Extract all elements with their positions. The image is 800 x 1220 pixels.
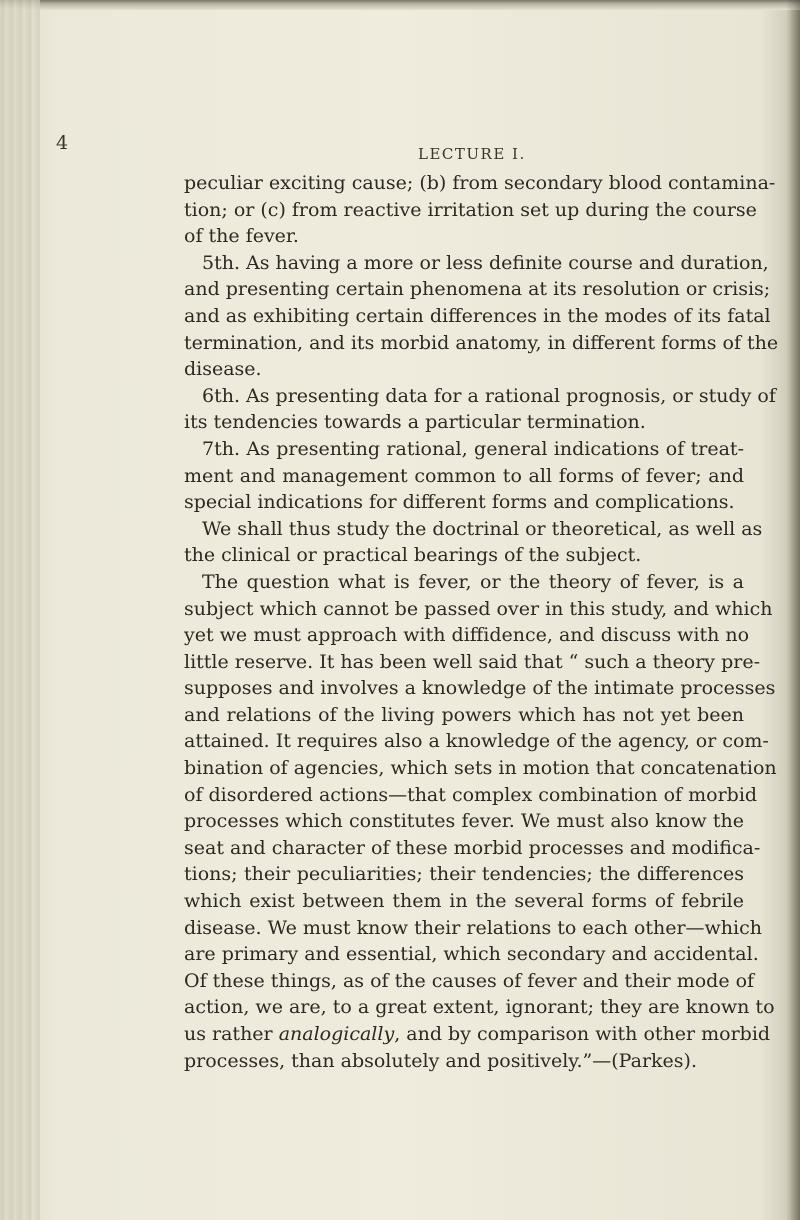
text-line: tion; or (c) from reactive irritation set up during the course (184, 198, 757, 221)
italic-word: analogically (278, 1023, 395, 1045)
page-right-shadow (786, 0, 800, 1220)
text-line: the clinical or practical bearings of the subject. (184, 544, 642, 567)
text-line: 7th. As presenting rational, general indications of treat- (202, 437, 744, 460)
text-line: of disordered actions—that complex combination of morbid (184, 783, 758, 806)
text-line: of the fever. (184, 225, 299, 248)
text-line: processes, than absolutely and positively.”—(Parkes). (184, 1049, 697, 1072)
text-line: us rather analogically, and by comparison with other morbid (184, 1023, 771, 1045)
text-line: The question what is fever, or the theory of fever, is a (202, 570, 744, 593)
text-line: and relations of the living powers which has not yet been (184, 703, 744, 726)
text-line: which exist between them in the several forms of febrile (184, 890, 744, 913)
page-number: 4 (56, 132, 69, 154)
text-line: 6th. As presenting data for a rational prognosis, or study of (202, 384, 776, 407)
text-line: yet we must approach with diffidence, and discuss with no (184, 624, 750, 647)
text-line: We shall thus study the doctrinal or theoretical, as well as (202, 517, 763, 540)
text-line: 5th. As having a more or less definite course and duration, (202, 251, 769, 274)
text-line: tions; their peculiarities; their tendencies; the differences (184, 863, 744, 886)
text-line: and as exhibiting certain differences in the modes of its fatal (184, 304, 771, 327)
text-line: and presenting certain phenomena at its resolution or crisis; (184, 278, 771, 301)
text-line: ment and management common to all forms of fever; and (184, 464, 744, 487)
text-line: subject which cannot be passed over in this study, and which (184, 597, 773, 620)
text-line: peculiar exciting cause; (b) from secondary blood contamina- (184, 172, 776, 194)
page-top-edge (0, 0, 800, 10)
text-line: its tendencies towards a particular termination. (184, 411, 646, 434)
text-line: special indications for different forms and complications. (184, 491, 735, 514)
text-line: Of these things, as of the causes of fever and their mode of (184, 969, 755, 992)
text-line: disease. We must know their relations to each other—which (184, 916, 762, 939)
text-line: supposes and involves a knowledge of the intimate processes (184, 677, 776, 700)
text-line: action, we are, to a great extent, ignorant; they are known to (184, 996, 775, 1019)
text-line: are primary and essential, which secondary and accidental. (184, 943, 759, 966)
running-header: LECTURE I. (418, 145, 526, 163)
text-line: disease. (184, 358, 262, 381)
text-line: processes which constitutes fever. We must also know the (184, 810, 744, 833)
text-line: seat and character of these morbid processes and modifica- (184, 836, 761, 859)
text-line: little reserve. It has been well said that “ such a theory pre- (184, 650, 760, 673)
text-line: bination of agencies, which sets in motion that concatenation (184, 757, 777, 780)
text-line: termination, and its morbid anatomy, in different forms of the (184, 331, 779, 354)
text-line: attained. It requires also a knowledge of the agency, or com- (184, 730, 769, 753)
page-binding-edge (0, 0, 40, 1220)
body-text (184, 170, 779, 1074)
